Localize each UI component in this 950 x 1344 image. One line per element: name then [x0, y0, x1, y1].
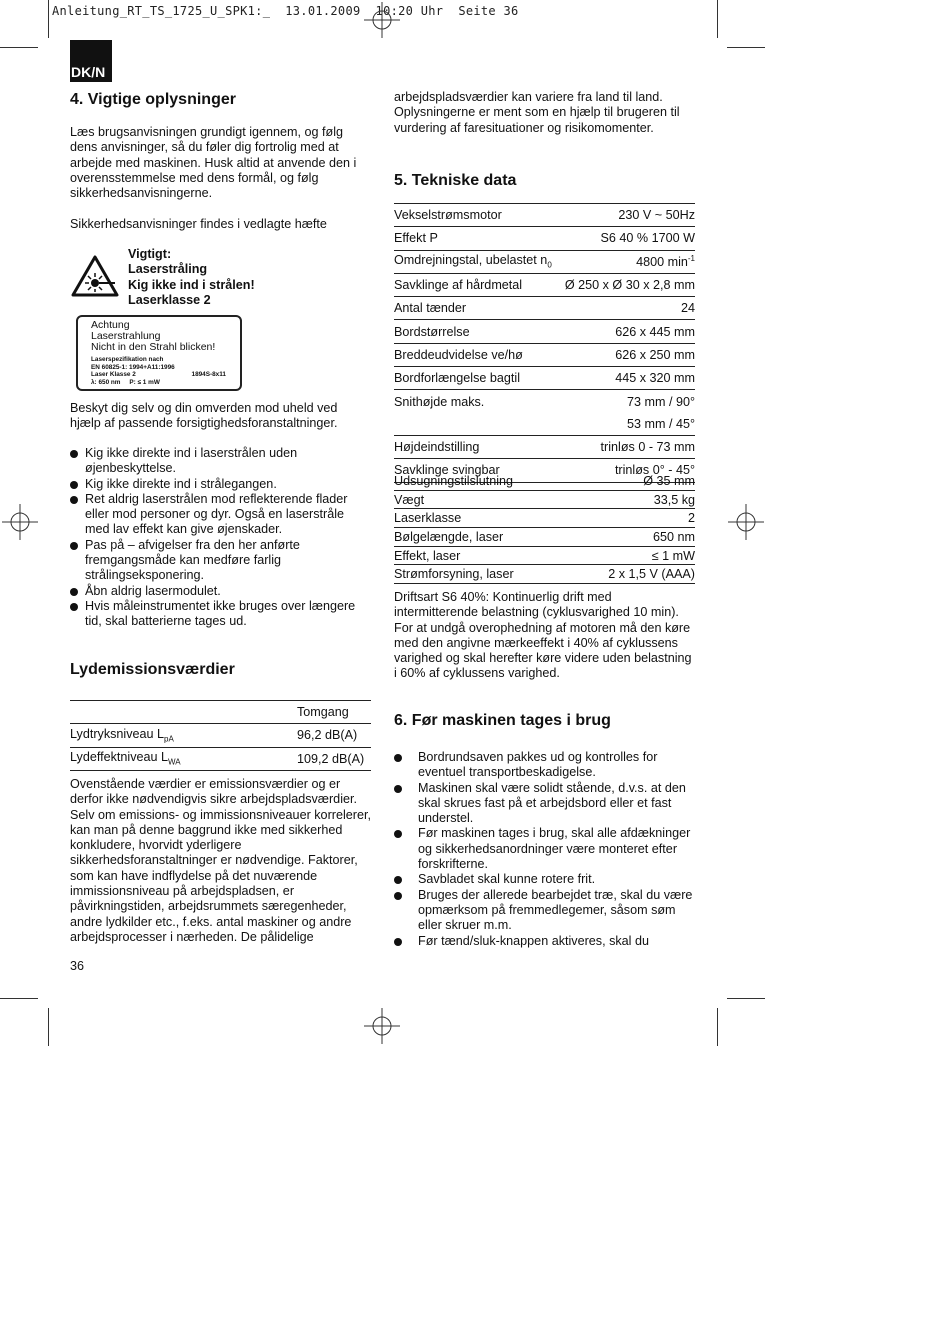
language-badge: DK/N: [70, 40, 112, 82]
page-number: 36: [70, 959, 85, 973]
technical-data-table-continued: [394, 472, 695, 584]
spec-label: Strømforsyning, laser: [394, 565, 568, 584]
section-6-title: 6. Før maskinen tages i brug: [394, 712, 611, 729]
spec-value: 53 mm / 45°: [559, 413, 695, 436]
spec-value: 230 V ~ 50Hz: [559, 204, 695, 227]
list-item: Kig ikke direkte ind i strålegangen.: [70, 477, 365, 492]
spec-value: trinløs 0° - 45°: [559, 459, 695, 482]
laser-safety-list: [70, 446, 365, 630]
spec-label: Snithøjde maks.: [394, 394, 485, 409]
laser-warning-icon: [71, 255, 119, 297]
spec-value: 4800 $\min^{-1}$: [559, 250, 695, 273]
spec-label: Breddeudvidelse ve/hø: [394, 343, 559, 366]
crop-mark: [48, 1008, 49, 1046]
spec-value: 445 x 320 mm: [559, 367, 695, 390]
spec-label: [394, 413, 559, 436]
list-item: Bordrundsaven pakkes ud og kontrolles for eventuel transportbeskadigelse.: [394, 750, 696, 781]
list-item: Ret aldrig laserstrålen mod reflekterende flader eller mod personer og dyr. Også en laserstråle med lav effekt kan give øjenskader.: [70, 492, 365, 538]
spec-value: 73 mm / 90°: [626, 394, 695, 409]
table-row: Lydtryksniveau $L_{pA}$ 96,2 dB(A): [70, 724, 371, 747]
section-4-intro: Læs brugsanvisningen grundigt igennem, og følg dens anvisninger, så du føler dig fortrolig med at arbejde med maskinen. Husk altid at anvende den i overensstemmelse med dens formål, og følg sikkerhedsanvisningerne.: [70, 125, 357, 201]
spec-label: Bordforlængelse bagtil: [394, 367, 559, 390]
spec-label: Effekt, laser: [394, 546, 568, 565]
spec-value: 626 x 250 mm: [559, 343, 695, 366]
spec-label: Bordstørrelse: [394, 320, 559, 343]
spec-value: 650 nm: [568, 528, 695, 547]
print-header: Anleitung_RT_TS_1725_U_SPK1:_ 13.01.2009 10:20 Uhr Seite 36: [52, 4, 519, 18]
spec-value: trinløs 0 - 73 mm: [559, 435, 695, 458]
noise-column-header: Tomgang: [297, 701, 371, 724]
spec-label: Savklinge af hårdmetal: [394, 273, 559, 296]
registration-mark-icon: [2, 504, 38, 540]
crop-mark: [727, 47, 765, 48]
spec-label: Højdeindstilling: [394, 435, 559, 458]
laser-warning-text: Vigtigt: Laserstråling Kig ikke ind i strålen! Laserklasse 2: [128, 247, 255, 307]
duty-cycle-note: Driftsart S6 40%: Kontinuerlig drift med intermitterende belastning (cyklusvarighed 10 min). For at undgå overophedning af motoren må den køre med den angivne mærkeeffekt i 40% af cyklussens varighed og skal herefter køre videre uden belastning i 60% af cyklussens varighed.: [394, 590, 692, 681]
table-row: Lydeffektniveau $L_{WA}$ 109,2 dB(A): [70, 747, 371, 770]
list-item: Før tænd/sluk-knappen aktiveres, skal du: [394, 934, 696, 949]
spec-value: Ø 35 mm: [568, 472, 695, 490]
spec-value: S6 40 % 1700 W: [559, 227, 695, 250]
list-item: Før maskinen tages i brug, skal alle afdækninger og sikkerhedsanordninger være monteret efter forskrifterne.: [394, 826, 696, 872]
spec-label: Vekselstrømsmotor: [394, 204, 559, 227]
spec-label: Vægt: [394, 490, 568, 509]
laser-label: Achtung Laserstrahlung Nicht in den Strahl blicken! Laserspezifikation nach EN 60825-1: 1994+A11:1996 Laser Klasse 2 1894S-8x11 λ: 650 nm P: ≤ 1 mW: [76, 315, 242, 391]
spec-label: Savklinge svingbar: [394, 459, 559, 482]
list-item: Åbn aldrig lasermodulet.: [70, 584, 365, 599]
spec-label: Antal tænder: [394, 297, 559, 320]
crop-mark: [717, 0, 718, 38]
spec-label: Udsugningstilslutning: [394, 472, 568, 490]
crop-mark: [717, 1008, 718, 1046]
crop-mark: [0, 998, 38, 999]
table-row: [70, 701, 371, 724]
list-item: Hvis måleinstrumentet ikke bruges over længere tid, skal batterierne tages ud.: [70, 599, 365, 630]
spec-value: 2: [568, 509, 695, 528]
registration-mark-icon: [364, 2, 400, 38]
technical-data-table: [394, 203, 695, 483]
crop-mark: [727, 998, 765, 999]
registration-mark-icon: [364, 1008, 400, 1044]
noise-title: Lydemissionsværdier: [70, 661, 235, 678]
pre-use-list: [394, 750, 696, 949]
list-item: Kig ikke direkte ind i laserstrålen uden øjenbeskyttelse.: [70, 446, 365, 477]
spec-value: Ø 250 x Ø 30 x 2,8 mm: [559, 273, 695, 296]
crop-mark: [0, 47, 38, 48]
section-4-caution: Beskyt dig selv og din omverden mod uheld ved hjælp af passende forsigtighedsforanstaltninger.: [70, 401, 338, 431]
spec-label: Effekt P: [394, 227, 559, 250]
noise-explanation-continued: arbejdspladsværdier kan variere fra land til land. Oplysningerne er ment som en hjælp til brugeren til vurdering af faresituationer og risikomomenter.: [394, 90, 680, 135]
list-item: Maskinen skal være solidt stående, d.v.s. at den skal skrues fast på et arbejdsbord eller et fast understel.: [394, 781, 696, 827]
spec-label: Bølgelængde, laser: [394, 528, 568, 547]
registration-mark-icon: [728, 504, 764, 540]
section-4-title: 4. Vigtige oplysninger: [70, 91, 236, 108]
noise-explanation: Ovenstående værdier er emissionsværdier og er derfor ikke nødvendigvis sikre arbejdspladsværdier. Selv om emissions- og immissionsniveauer korrelerer, kan man på denne baggrund ikke med sikkerhed konkludere, hvorvidt yderligere sikkerhedsforanstaltninger er nødvendige. Faktorer, som kan have indflydelse på det nuværende immissionsniveau på arbejdspladsen, er påvirkningstiden, arbejdsrummets særegenheder, andre lydkilder etc., f.eks. antal maskiner og andre arbejdsprocesser i nærheden. De pålidelige: [70, 777, 371, 944]
spec-value: 626 x 445 mm: [559, 320, 695, 343]
list-item: Pas på – afvigelser fra den her anførte fremgangsmåde kan medføre farlig strålingseksponering.: [70, 538, 365, 584]
crop-mark: [48, 0, 49, 38]
spec-value: ≤ 1 mW: [568, 546, 695, 565]
section-5-title: 5. Tekniske data: [394, 172, 517, 189]
noise-table: [70, 700, 371, 771]
spec-label: Omdrejningstal, ubelastet $n_0$: [394, 250, 559, 273]
spec-value: 24: [559, 297, 695, 320]
spec-label: Laserklasse: [394, 509, 568, 528]
list-item: Savbladet skal kunne rotere frit.: [394, 872, 696, 887]
list-item: Bruges der allerede bearbejdet træ, skal du være opmærksom på fremmedlegemer, såsom søm eller skruer m.m.: [394, 888, 696, 934]
spec-value: 2 x 1,5 V (AAA): [568, 565, 695, 584]
section-4-note: Sikkerhedsanvisninger findes i vedlagte hæfte: [70, 217, 327, 231]
spec-value: 33,5 kg: [568, 490, 695, 509]
